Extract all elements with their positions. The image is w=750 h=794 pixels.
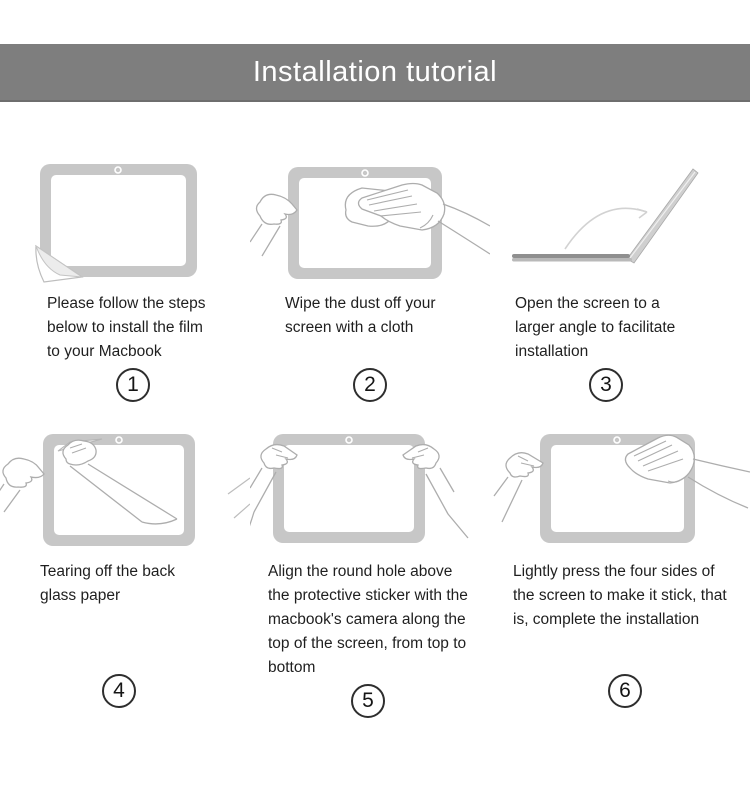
step-card-3 bbox=[490, 102, 750, 402]
align-film-two-hands-icon bbox=[250, 432, 490, 552]
step6-illustration bbox=[490, 432, 750, 552]
step-number-wrap bbox=[513, 674, 737, 708]
step-number-wrap bbox=[47, 368, 219, 402]
open-laptop-angle-icon bbox=[490, 164, 750, 284]
screen-film-peel-icon bbox=[0, 164, 250, 284]
press-screen-sides-icon bbox=[490, 432, 750, 552]
step-card-5 bbox=[250, 402, 490, 718]
step2-illustration bbox=[250, 164, 490, 284]
step-number-badge: 1 bbox=[116, 368, 150, 402]
step-number-wrap bbox=[285, 368, 455, 402]
step-caption: Tearing off the back glass paper bbox=[40, 563, 175, 604]
step-caption: Wipe the dust off your screen with a cloth bbox=[285, 295, 436, 336]
tear-back-paper-icon bbox=[0, 432, 250, 552]
step-caption: Align the round hole above the protective sticker with the macbook's camera along the top of the screen, from top to bottom bbox=[268, 563, 468, 676]
page-title: Installation tutorial bbox=[252, 55, 498, 88]
step-card-1 bbox=[0, 102, 250, 402]
step1-illustration bbox=[0, 164, 250, 284]
step-caption: Lightly press the four sides of the screen to make it stick, that is, complete the installation bbox=[513, 563, 727, 628]
step4-illustration bbox=[0, 432, 250, 552]
step-number-badge: 4 bbox=[102, 674, 136, 708]
step-number-wrap bbox=[40, 674, 198, 708]
step-number-badge: 3 bbox=[589, 368, 623, 402]
step-number-badge: 2 bbox=[353, 368, 387, 402]
step3-illustration bbox=[490, 164, 750, 284]
step-number-wrap bbox=[515, 368, 697, 402]
steps-row-1 bbox=[0, 102, 750, 402]
step-number-wrap bbox=[268, 684, 468, 718]
step-caption: Please follow the steps below to install the film to your Macbook bbox=[47, 295, 206, 360]
step5-illustration bbox=[250, 432, 490, 552]
steps-row-2 bbox=[0, 402, 750, 718]
step-card-6 bbox=[490, 402, 750, 718]
step-card-2 bbox=[250, 102, 490, 402]
step-caption: Open the screen to a larger angle to facilitate installation bbox=[515, 295, 676, 360]
wipe-screen-cloth-icon bbox=[250, 164, 490, 284]
step-card-4 bbox=[0, 402, 250, 718]
step-number-badge: 5 bbox=[351, 684, 385, 718]
step-number-badge: 6 bbox=[608, 674, 642, 708]
header-banner bbox=[0, 44, 750, 102]
